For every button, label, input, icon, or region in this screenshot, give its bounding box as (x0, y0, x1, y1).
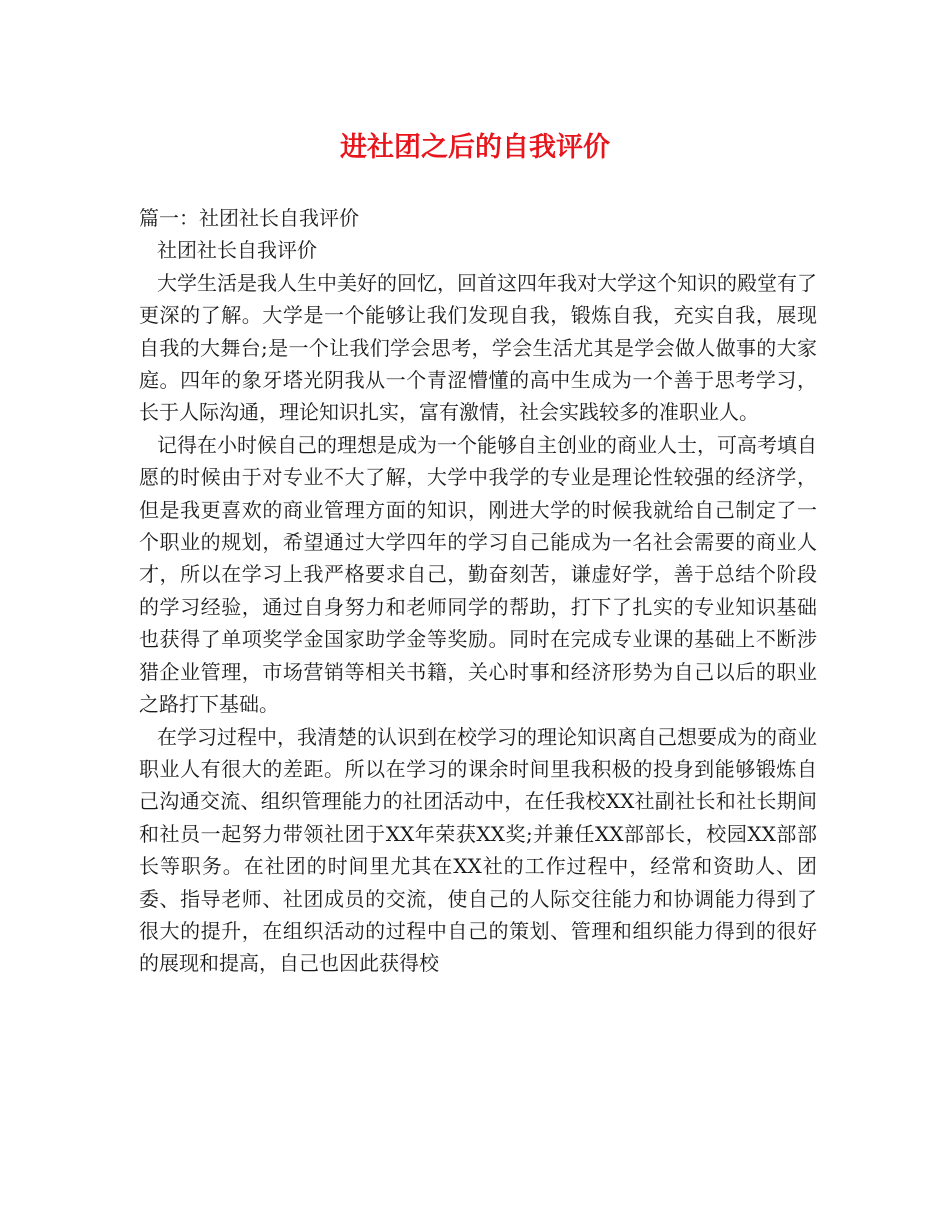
document-body (139, 202, 817, 980)
body-paragraph: 大学生活是我人生中美好的回忆，回首这四年我对大学这个知识的殿堂有了更深的了解。大学是一个能够让我们发现自我，锻炼自我，充实自我，展现自我的大舞台;是一个让我们学会思考，学会生活尤其是学会做人做事的大家庭。四年的象牙塔光阴我从一个青涩懵懂的高中生成为一个善于思考学习，长于人际沟通，理论知识扎实，富有激情，社会实践较多的准职业人。 (139, 270, 817, 425)
body-paragraph: 在学习过程中，我清楚的认识到在校学习的理论知识离自己想要成为的商业职业人有很大的差距。所以在学习的课余时间里我积极的投身到能够锻炼自己沟通交流、组织管理能力的社团活动中，在任我校XX社副社长和社长期间和社员一起努力带领社团于XX年荣获XX奖;并兼任XX部部长，校园XX部部长等职务。在社团的时间里尤其在XX社的工作过程中，经常和资助人、团委、指导老师、社团成员的交流，使自己的人际交往能力和协调能力得到了很大的提升，在组织活动的过程中自己的策划、管理和组织能力得到的很好的展现和提高，自己也因此获得校 (139, 724, 817, 976)
document-title: 进社团之后的自我评价 (340, 132, 610, 163)
sub-heading: 社团社长自我评价 (157, 238, 317, 263)
section-heading: 篇一：社团社长自我评价 (139, 206, 359, 230)
body-paragraph: 记得在小时候自己的理想是成为一个能够自主创业的商业人士，可高考填自愿的时候由于对专业不大了解，大学中我学的专业是理论性较强的经济学，但是我更喜欢的商业管理方面的知识，刚进大学的时候我就给自己制定了一个职业的规划，希望通过大学四年的学习自己能成为一名社会需要的商业人才，所以在学习上我严格要求自己，勤奋刻苦，谦虚好学，善于总结个阶段的学习经验，通过自身努力和老师同学的帮助，打下了扎实的专业知识基础也获得了单项奖学金国家助学金等奖励。同时在完成专业课的基础上不断涉猎企业管理，市场营销等相关书籍，关心时事和经济形势为自己以后的职业之路打下基础。 (139, 432, 817, 717)
